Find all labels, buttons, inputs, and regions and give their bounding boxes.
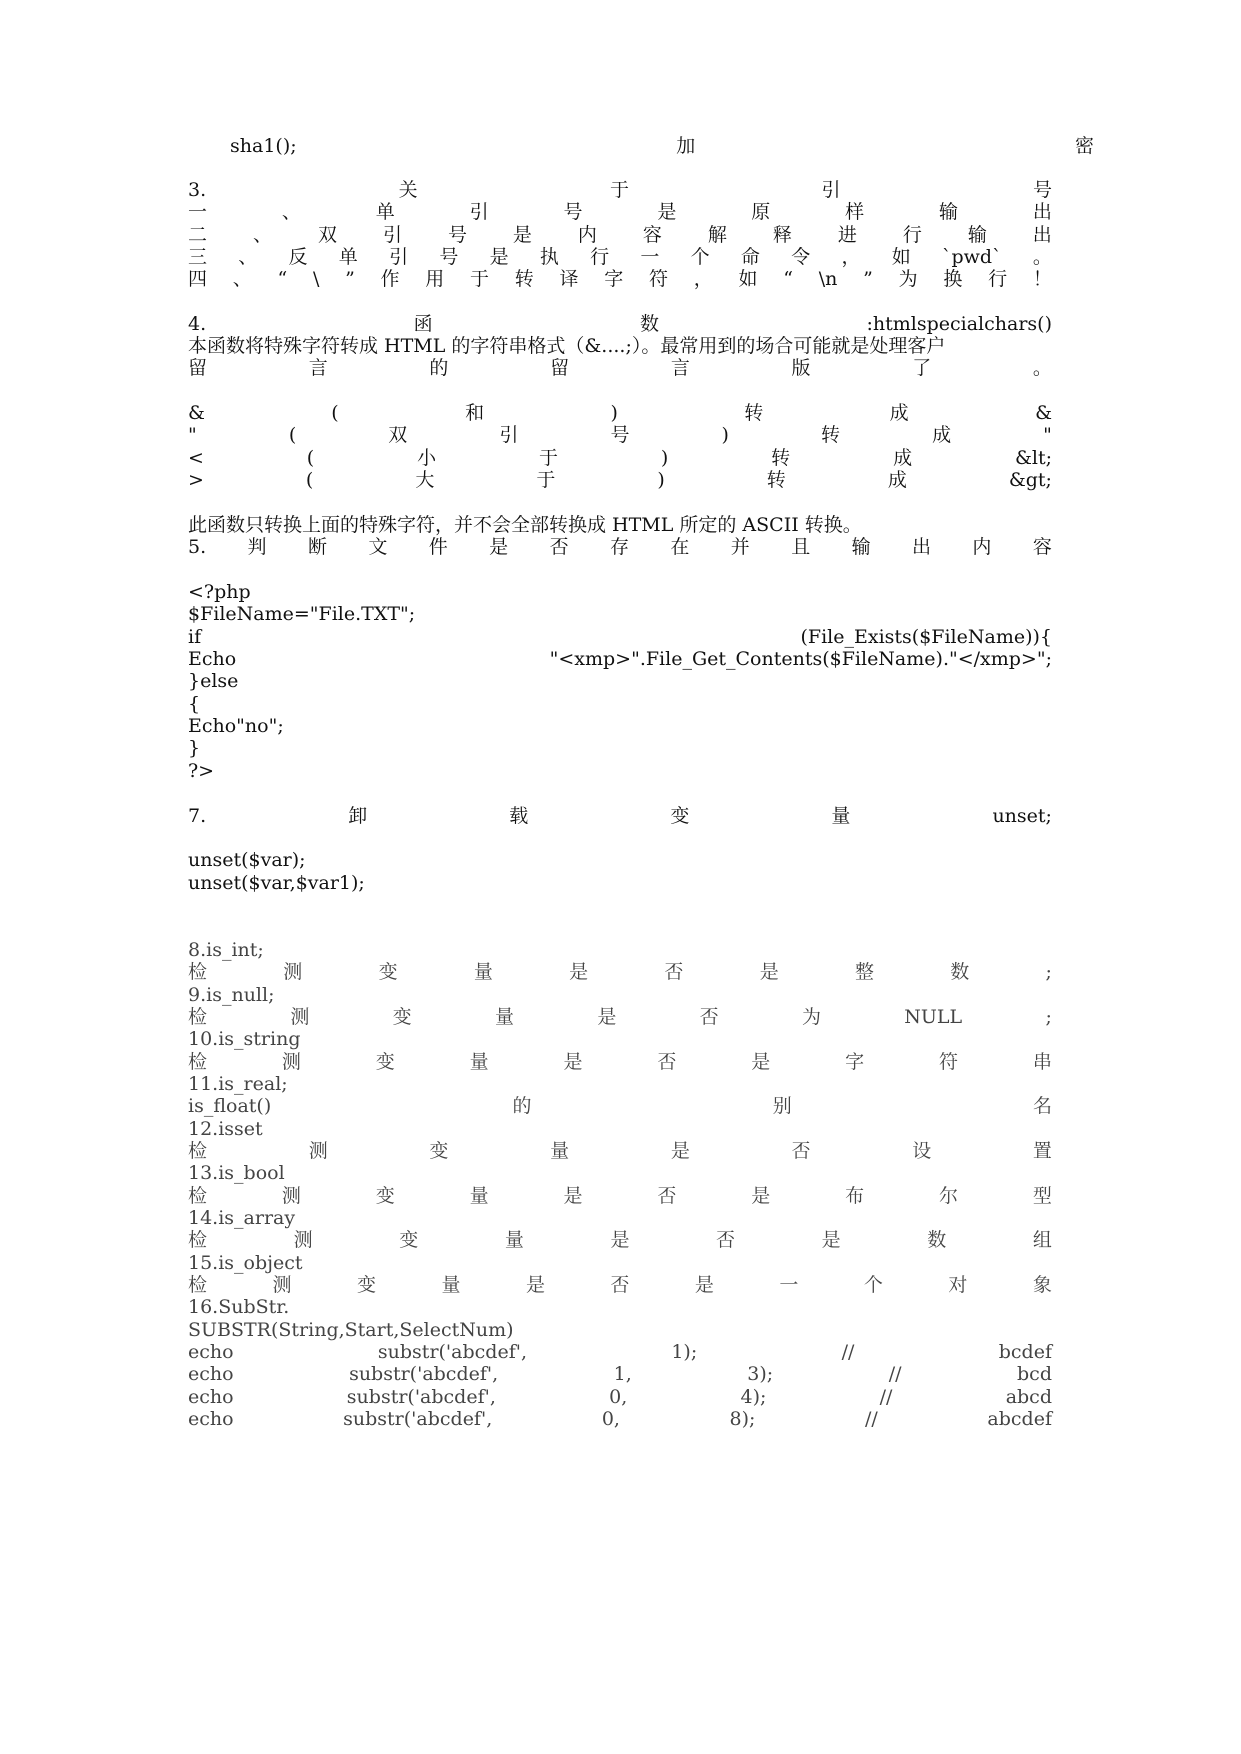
text-token: 4); [740, 1386, 767, 1408]
text-line [188, 423, 1052, 448]
text-token: 转 [514, 268, 534, 290]
text-token: ， [693, 268, 713, 290]
text-line [188, 804, 1052, 829]
text-line [188, 200, 1052, 225]
text-token: 行 [902, 224, 922, 246]
text-token: substr('abcdef', [377, 1341, 527, 1363]
text-token: 出 [1032, 224, 1052, 246]
text-token: 容 [1032, 536, 1052, 558]
text-token: 于 [538, 447, 558, 469]
text-token: ” [863, 268, 873, 290]
text-token: // [888, 1363, 902, 1385]
code-line [188, 759, 1052, 784]
text-token: 行 [988, 268, 1008, 290]
text-line [188, 535, 1052, 560]
text-token: 容 [642, 224, 662, 246]
text-token: 测 [281, 1051, 301, 1073]
text-token: 为 [801, 1006, 821, 1028]
text-token: 测 [308, 1140, 328, 1162]
text-token: 引 [469, 201, 489, 223]
text-token: 作 [380, 268, 400, 290]
text-token: 单 [338, 246, 358, 268]
text-token: 并 [730, 536, 750, 558]
text-token: 5. [188, 536, 207, 558]
text-token: 是 [751, 1185, 771, 1207]
code-line [188, 1407, 1052, 1432]
text-token: 输 [967, 224, 987, 246]
text-token: 用 [425, 268, 445, 290]
text-token: 9.is_null; [188, 984, 275, 1006]
text-token: 是 [759, 961, 779, 983]
text-token: 、 [252, 224, 272, 246]
text-token: unset($var,$var1); [188, 872, 365, 894]
text-token: 的 [429, 357, 449, 379]
text-token: 留 [188, 357, 208, 379]
text-line [188, 356, 1052, 381]
text-token: 变 [392, 1006, 412, 1028]
text-token: 。 [1032, 246, 1052, 268]
text-token: 解 [707, 224, 727, 246]
text-token: 、 [232, 268, 252, 290]
text-token: 号 [439, 246, 459, 268]
text-token: Echo"no"; [188, 715, 284, 737]
text-token: 引 [499, 424, 519, 446]
text-line [188, 468, 1052, 493]
text-token: 否 [664, 961, 684, 983]
text-token: 转 [766, 469, 786, 491]
text-token: 是 [821, 1229, 841, 1251]
text-line [188, 134, 1094, 159]
text-token: 是 [657, 201, 677, 223]
text-token: 8.is_int; [188, 939, 264, 961]
text-token: 于 [470, 268, 490, 290]
text-token: 和 [465, 402, 485, 424]
text-token: 是 [489, 536, 509, 558]
text-token: 数 [927, 1229, 947, 1251]
text-token: 16.SubStr. [188, 1296, 290, 1318]
text-token: `pwd` [941, 246, 1002, 268]
text-token: “ [783, 268, 794, 290]
text-token: 布 [845, 1185, 865, 1207]
text-token: 成 [889, 402, 909, 424]
text-token: 四 [188, 268, 208, 290]
text-token: 译 [559, 268, 579, 290]
text-token: 为 [898, 268, 918, 290]
text-token: unset; [992, 805, 1052, 827]
text-token: :htmlspecialchars() [866, 313, 1052, 335]
text-token: ” [345, 268, 355, 290]
text-token: 三 [188, 246, 208, 268]
text-token: 否 [716, 1229, 736, 1251]
text-token: 件 [428, 536, 448, 558]
text-token: 留 [550, 357, 570, 379]
text-token: 号 [447, 224, 467, 246]
text-line [188, 267, 1052, 292]
text-token: 量 [504, 1229, 524, 1251]
text-token: 变 [670, 805, 690, 827]
text-token: 变 [375, 1051, 395, 1073]
text-token: 数 [950, 961, 970, 983]
text-token: 变 [356, 1274, 376, 1296]
text-token: abcd [1005, 1386, 1052, 1408]
text-token: { [188, 693, 201, 715]
text-token: 是 [563, 1185, 583, 1207]
text-token: 量 [831, 805, 851, 827]
text-token: 象 [1032, 1274, 1052, 1296]
text-token: 一 [640, 246, 660, 268]
text-token: 检 [188, 1185, 208, 1207]
text-token: 引 [382, 224, 402, 246]
text-token: is_float() [188, 1095, 272, 1117]
text-token: 量 [550, 1140, 570, 1162]
text-token: 否 [549, 536, 569, 558]
text-token: 卸 [348, 805, 368, 827]
text-token: echo [188, 1408, 234, 1430]
text-token: 个 [863, 1274, 883, 1296]
text-token: 成 [887, 469, 907, 491]
text-token: 量 [469, 1185, 489, 1207]
text-token: 引 [389, 246, 409, 268]
text-token: 检 [188, 1229, 208, 1251]
text-token: 转 [771, 447, 791, 469]
text-token: 别 [772, 1095, 792, 1117]
text-token: & [188, 402, 205, 424]
text-token: 是 [525, 1274, 545, 1296]
text-token: 14.is_array [188, 1207, 296, 1229]
text-token: 言 [670, 357, 690, 379]
text-token: 双 [388, 424, 408, 446]
text-token: 执 [539, 246, 559, 268]
text-token: substr('abcdef', [349, 1363, 499, 1385]
text-token: 检 [188, 1051, 208, 1073]
code-line [188, 736, 1052, 761]
code-line [188, 602, 1052, 627]
text-token: 是 [751, 1051, 771, 1073]
text-token: // [879, 1386, 893, 1408]
text-token: 否 [699, 1006, 719, 1028]
text-token: ?> [188, 760, 215, 782]
text-token: 是 [694, 1274, 714, 1296]
text-line [188, 1228, 1052, 1253]
text-token: 于 [610, 179, 630, 201]
text-token: 检 [188, 1006, 208, 1028]
text-token: 整 [854, 961, 874, 983]
text-token: 是 [569, 961, 589, 983]
text-token: 8); [729, 1408, 756, 1430]
text-token: 成 [932, 424, 952, 446]
text-token: 符 [649, 268, 669, 290]
text-token: 、 [238, 246, 258, 268]
text-token: 1, [613, 1363, 632, 1385]
text-token: 命 [740, 246, 760, 268]
text-token: Echo [188, 648, 237, 670]
text-token: 于 [536, 469, 556, 491]
text-line [188, 1027, 1052, 1052]
text-token: " [188, 424, 197, 446]
text-token: 量 [494, 1006, 514, 1028]
text-token: 10.is_string [188, 1028, 301, 1050]
text-token: 。 [1032, 357, 1052, 379]
text-token: 量 [469, 1051, 489, 1073]
text-token: 对 [948, 1274, 968, 1296]
text-token: < [188, 447, 204, 469]
text-token: // [865, 1408, 878, 1430]
text-token: ！ [1032, 268, 1052, 290]
text-token: 测 [293, 1229, 313, 1251]
text-token: 量 [441, 1274, 461, 1296]
text-line [188, 1161, 1052, 1186]
text-token: 密 [1074, 135, 1094, 157]
text-token: } [188, 737, 201, 759]
text-token: echo [188, 1386, 234, 1408]
text-token: bcd [1017, 1363, 1052, 1385]
text-token: 了 [912, 357, 932, 379]
text-token: "<xmp>".File_Get_Contents($FileName)."</xmp>"; [549, 648, 1052, 670]
text-token: 在 [670, 536, 690, 558]
text-token: 载 [509, 805, 529, 827]
text-token: &gt; [1008, 469, 1052, 491]
text-token: 尔 [939, 1185, 959, 1207]
text-token: bcdef [998, 1341, 1052, 1363]
text-token: substr('abcdef', [346, 1386, 496, 1408]
text-token: 本函数将特殊字符转成 HTML 的字符串格式（&....;）。最常用到的场合可能就是处理客户 [188, 335, 946, 357]
text-token: // [841, 1341, 855, 1363]
text-token: substr('abcdef', [343, 1408, 493, 1430]
text-token: sha1(); [230, 135, 297, 157]
text-token: ) [610, 402, 618, 424]
text-token: 15.is_object [188, 1252, 303, 1274]
text-token: 变 [429, 1140, 449, 1162]
text-token: 型 [1032, 1185, 1052, 1207]
text-token: ， [841, 246, 861, 268]
text-token: <?php [188, 581, 251, 603]
text-token: 否 [657, 1185, 677, 1207]
text-token: ; [1045, 961, 1052, 983]
text-token: 字 [845, 1051, 865, 1073]
text-line [188, 1295, 1052, 1320]
text-token: ( [306, 447, 315, 469]
text-token: 变 [375, 1185, 395, 1207]
text-token: & [1035, 402, 1052, 424]
text-token: 组 [1032, 1229, 1052, 1251]
text-token: 置 [1032, 1140, 1052, 1162]
text-token: 号 [1032, 179, 1052, 201]
text-token: “ [277, 268, 288, 290]
text-token: 原 [751, 201, 771, 223]
text-token: 检 [188, 1140, 208, 1162]
text-token: NULL [904, 1006, 963, 1028]
text-token: 个 [690, 246, 710, 268]
text-token: 3); [747, 1363, 774, 1385]
text-token: 是 [610, 1229, 630, 1251]
text-token: 如 [891, 246, 911, 268]
text-token: 出 [912, 536, 932, 558]
text-token: 是 [670, 1140, 690, 1162]
text-token: 量 [473, 961, 493, 983]
text-token: 数 [640, 313, 660, 335]
code-line [188, 871, 1052, 896]
text-token: 是 [489, 246, 509, 268]
text-token: 3. [188, 179, 207, 201]
text-token: echo [188, 1341, 234, 1363]
text-token: 样 [845, 201, 865, 223]
text-token: 一 [779, 1274, 799, 1296]
text-token: 输 [851, 536, 871, 558]
text-token: (File_Exists($FileName)){ [800, 626, 1052, 648]
text-token: 变 [378, 961, 398, 983]
text-token: 否 [610, 1274, 630, 1296]
text-token: 否 [791, 1140, 811, 1162]
text-token: 此函数只转换上面的特殊字符，并不会全部转换成 HTML 所定的 ASCII 转换。 [188, 514, 862, 536]
text-token: 二 [188, 224, 208, 246]
text-token: 测 [281, 1185, 301, 1207]
text-token: 变 [399, 1229, 419, 1251]
text-token: 版 [791, 357, 811, 379]
text-token: " [1043, 424, 1052, 446]
text-token: SUBSTR(String,Start,SelectNum) [188, 1319, 514, 1341]
code-line [188, 669, 1052, 694]
text-token: \n [818, 268, 838, 290]
text-token: 关 [398, 179, 418, 201]
text-token: 字 [604, 268, 624, 290]
text-token: 测 [272, 1274, 292, 1296]
text-token: 如 [738, 268, 758, 290]
text-token: 转 [821, 424, 841, 446]
text-token: 且 [791, 536, 811, 558]
text-token: unset($var); [188, 849, 306, 871]
text-token: 4. [188, 313, 207, 335]
text-token: 设 [912, 1140, 932, 1162]
text-token: 转 [744, 402, 764, 424]
text-token: 、 [281, 201, 301, 223]
text-token: 检 [188, 1274, 208, 1296]
text-token: }else [188, 670, 239, 692]
text-token: ( [305, 469, 314, 491]
text-token: 0, [601, 1408, 620, 1430]
text-token: 1); [671, 1341, 698, 1363]
text-token: if [188, 626, 202, 648]
text-token: 成 [893, 447, 913, 469]
text-token: 反 [288, 246, 308, 268]
text-token: 释 [772, 224, 792, 246]
text-line [188, 1094, 1052, 1119]
document-page [188, 0, 1094, 1754]
text-token: ( [331, 402, 339, 424]
text-token: 内 [577, 224, 597, 246]
text-token: 是 [563, 1051, 583, 1073]
code-line [188, 848, 1052, 873]
text-token: 文 [368, 536, 388, 558]
text-token: ) [660, 447, 669, 469]
text-token: 符 [939, 1051, 959, 1073]
text-token: 存 [609, 536, 629, 558]
text-token: 函 [413, 313, 433, 335]
text-token: 大 [415, 469, 435, 491]
text-token: 0, [609, 1386, 628, 1408]
text-token: 号 [610, 424, 630, 446]
text-token: \ [312, 268, 320, 290]
text-line [188, 960, 1052, 985]
text-token: 言 [308, 357, 328, 379]
text-token: ; [1045, 1006, 1052, 1028]
text-token: 引 [821, 179, 841, 201]
text-token: 令 [791, 246, 811, 268]
text-token: 是 [597, 1006, 617, 1028]
text-token: 行 [590, 246, 610, 268]
text-token: 换 [943, 268, 963, 290]
text-token: 13.is_bool [188, 1162, 285, 1184]
text-token: 出 [1032, 201, 1052, 223]
text-token: ) [721, 424, 729, 446]
text-token: 一 [188, 201, 208, 223]
text-token: 7. [188, 805, 207, 827]
text-token: 双 [317, 224, 337, 246]
text-token: 输 [939, 201, 959, 223]
text-token: 小 [417, 447, 437, 469]
text-token: 否 [657, 1051, 677, 1073]
text-token: 测 [290, 1006, 310, 1028]
text-token: $FileName="File.TXT"; [188, 603, 416, 625]
text-token: 12.isset [188, 1118, 263, 1140]
text-token: &lt; [1014, 447, 1052, 469]
text-token: 单 [375, 201, 395, 223]
text-token: 检 [188, 961, 208, 983]
text-token: 判 [247, 536, 267, 558]
text-token: > [188, 469, 204, 491]
text-token: 进 [837, 224, 857, 246]
text-token: 11.is_real; [188, 1073, 288, 1095]
text-token: ( [288, 424, 297, 446]
text-token: 测 [283, 961, 303, 983]
text-token: abcdef [987, 1408, 1052, 1430]
text-token: 断 [307, 536, 327, 558]
text-token: echo [188, 1363, 234, 1385]
text-token: 名 [1032, 1095, 1052, 1117]
text-token: 的 [512, 1095, 532, 1117]
text-token: 加 [676, 135, 696, 157]
text-token: ) [657, 469, 665, 491]
text-token: 内 [972, 536, 992, 558]
text-token: 号 [563, 201, 583, 223]
text-token: 串 [1032, 1051, 1052, 1073]
text-token: 是 [512, 224, 532, 246]
code-line [188, 1362, 1052, 1387]
